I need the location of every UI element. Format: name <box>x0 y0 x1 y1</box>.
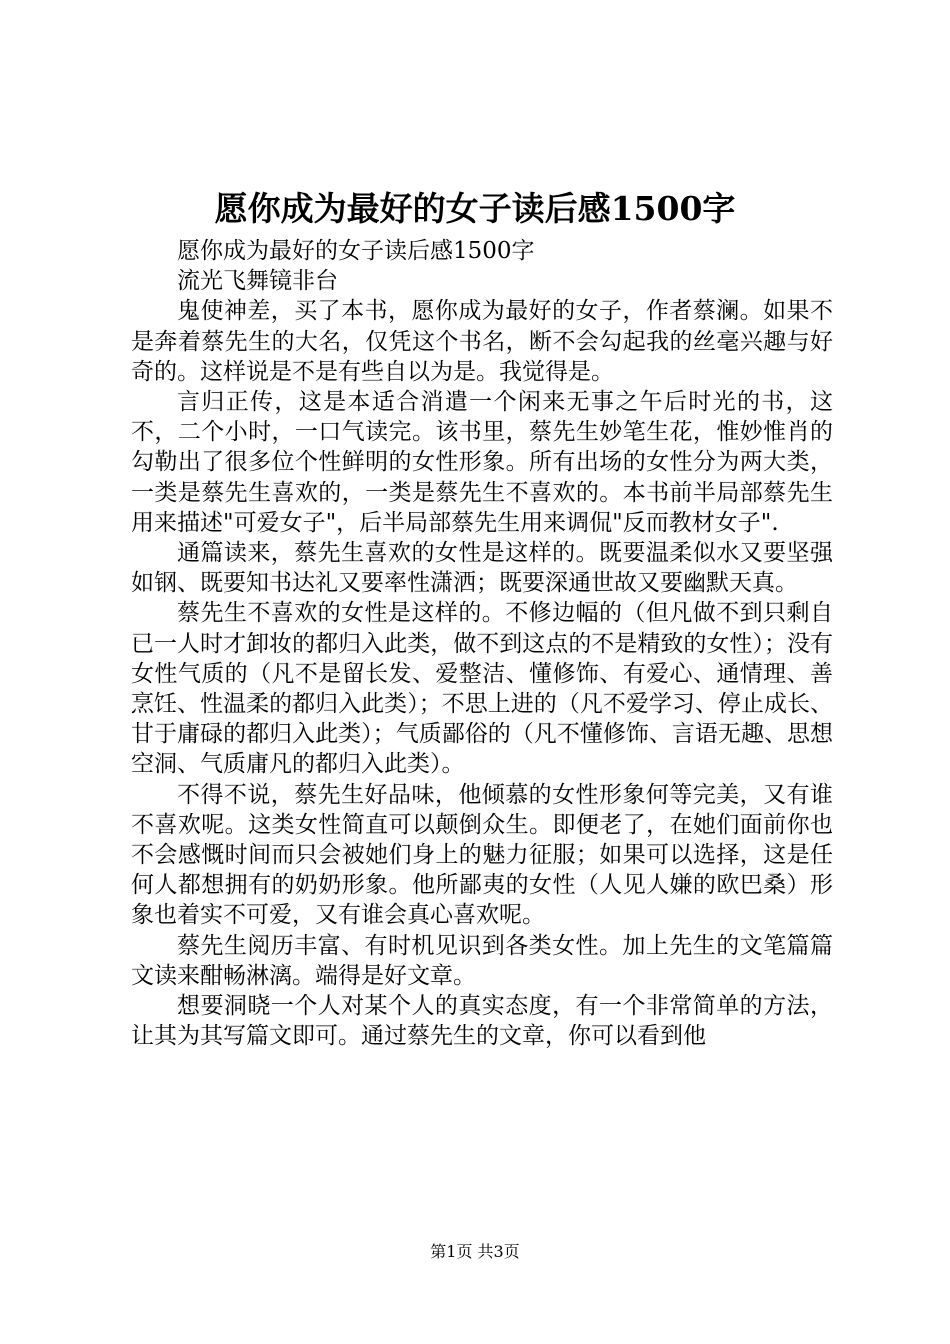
paragraph: 想要洞晓一个人对某个人的真实态度，有一个非常简单的方法，让其为其写篇文即可。通过蔡先生的文章，你可以看到他 <box>131 993 833 1050</box>
paragraph: 通篇读来，蔡先生喜欢的女性是这样的。既要温柔似水又要坚强如钢、既要知书达礼又要率性潇洒；既要深通世故又要幽默天真。 <box>131 540 833 597</box>
paragraph: 鬼使神差，买了本书，愿你成为最好的女子，作者蔡澜。如果不是奔着蔡先生的大名，仅凭这个书名，断不会勾起我的丝毫兴趣与好奇的。这样说是不是有些自以为是。我觉得是。 <box>131 298 833 385</box>
subtitle-line: 愿你成为最好的女子读后感1500字 <box>177 238 535 264</box>
document-body <box>131 236 833 1051</box>
author-line: 流光飞舞镜非台 <box>177 268 338 295</box>
paragraph: 不得不说，蔡先生好品味，他倾慕的女性形象何等完美，又有谁不喜欢呢。这类女性简直可以颠倒众生。即便老了，在她们面前你也不会感慨时间而只会被她们身上的魅力征服；如果可以选择，这是任何人都想拥有的奶奶形象。他所鄙夷的女性（人见人嫌的欧巴桑）形象也着实不可爱，又有谁会真心喜欢呢。 <box>131 781 833 929</box>
page-footer: 第1页 共3页 <box>430 1242 520 1261</box>
page-title: 愿你成为最好的女子读后感1500字 <box>214 189 736 228</box>
paragraph: 蔡先生阅历丰富、有时机见识到各类女性。加上先生的文笔篇篇文读来酣畅淋漓。端得是好文章。 <box>131 932 833 989</box>
paragraph: 言归正传，这是本适合消遣一个闲来无事之午后时光的书，这不，二个小时，一口气读完。该书里，蔡先生妙笔生花，惟妙惟肖的勾勒出了很多位个性鲜明的女性形象。所有出场的女性分为两大类，一类是蔡先生喜欢的，一类是蔡先生不喜欢的。本书前半局部蔡先生用来描述"可爱女子"，后半局部蔡先生用来调侃"反而教材女子". <box>131 389 833 536</box>
paragraph: 蔡先生不喜欢的女性是这样的。不修边幅的（但凡做不到只剩自已一人时才卸妆的都归入此类，做不到这点的不是精致的女性）；没有女性气质的（凡不是留长发、爱整洁、懂修饰、有爱心、通情理、善烹饪、性温柔的都归入此类）；不思上进的（凡不爱学习、停止成长、甘于庸碌的都归入此类）；气质鄙俗的（凡不懂修饰、言语无趣、思想空洞、气质庸凡的都归入此类）。 <box>131 600 833 778</box>
